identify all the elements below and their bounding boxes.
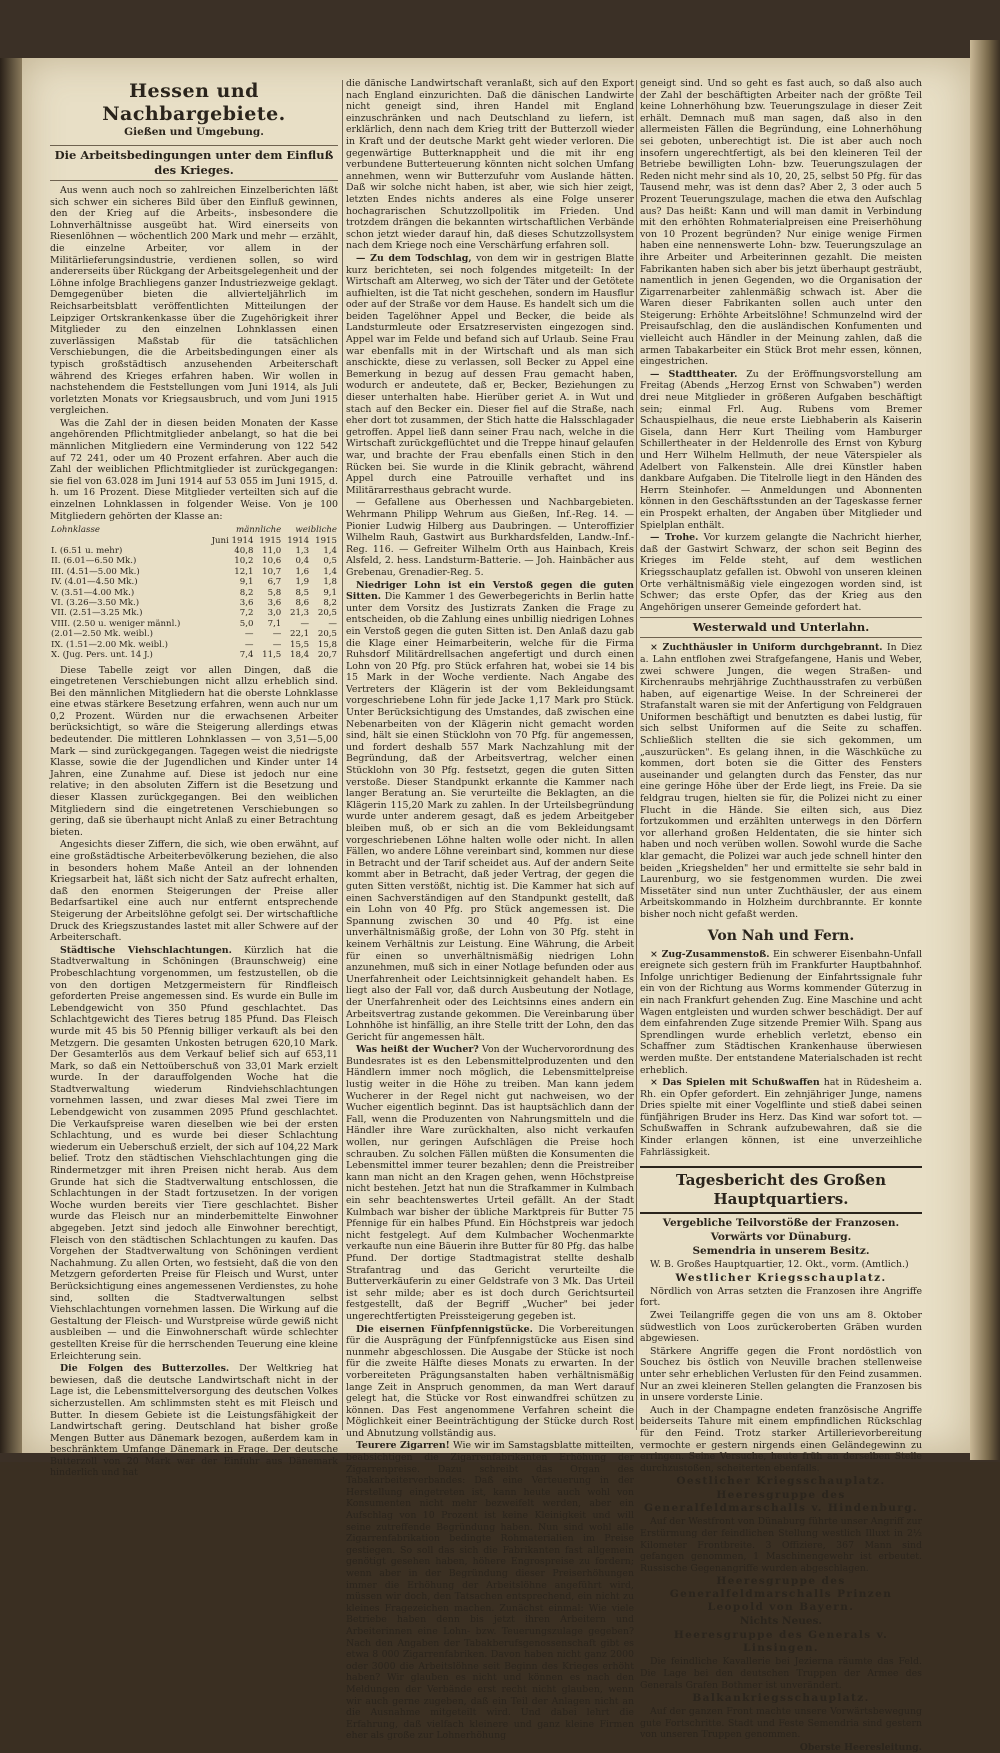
paragraph-lead: — Trohe. xyxy=(650,532,699,544)
paragraph-text: Der Weltkrieg hat bewiesen, daß die deutsche Landwirtschaft nicht in der Lage ist, die Lebensmittelversorgung des deutschen Volkes sicherzustellen. Am schlimmsten steht es mit Fleisch und Butter. In diesem Gebiete ist die Leistungsfähigkeit der Landwirtschaft gering. Deutschland hat bisher große Mengen Butter aus Dänemark bezogen, außerdem kam in beschränktem Umfange Dänemark in Frage. Der deutsche Butterzoll von 20 Mark war der Einfuhr aus Dänemark hinderlich und hat xyxy=(50,1363,339,1479)
report-dateline: W. B. Großes Hauptquartier, 12. Okt., vorm. (Amtlich.) xyxy=(650,1259,909,1271)
table-header-row xyxy=(50,525,338,535)
paragraph-lead: Städtische Viehschlachtungen. xyxy=(60,944,232,956)
table-cell: 1,6 xyxy=(295,566,310,577)
theater-heading: Oestlicher Kriegsschauplatz. xyxy=(676,1475,886,1488)
article-paragraph xyxy=(346,1440,634,1741)
army-group-heading: Heeresgruppe des Generals v. Linsingen. xyxy=(673,1629,889,1655)
table-cell: IV. (4.01—4.50 Mk.) xyxy=(51,577,138,588)
table-cell: X. (Jug. Pers. unt. 14 J.) xyxy=(51,650,153,661)
article-paragraph xyxy=(50,1363,338,1479)
table-cell: 20,5 xyxy=(317,608,337,619)
article-paragraph xyxy=(640,532,922,613)
table-cell: 9,1 xyxy=(239,577,254,588)
table-cell: VIII. (2.50 u. weniger männl.) xyxy=(51,618,181,629)
paragraph-lead: — Stadttheater. xyxy=(650,368,738,380)
paragraph-text: Die Kammer 1 des Gewerbegerichts in Berlin hatte unter dem Vorsitz des Justizrats Zanken die Frage zu entscheiden, ob die Zahlung eines unbillig niedrigen Lohnes ein Verstoß gegen die guten Sitten ist. Den Anlaß dazu gab die Klage einer Heimarbeiterin, welche für die Firma Ruhsdorf Militärdrellsachen angefertigt und durch einen Lohn von 20 Pfg. pro Stück erfahren hat, wobei sie 14 bis 15 Mark in der Woche verdiente. Nach Angabe des Vertreters der Klägerin ist der vom Bekleidungsamt vorgeschriebene Lohn für jede Jacke 1,17 Mark pro Stück. Unter Berücksichtigung des Umstandes, daß zwischen eine Nebenarbeiten von der Klägerin nicht gemacht worden sind, hält sie einen Stücklohn von 70 Pfg. für angemessen, und fordert deshalb 557 Mark Nachzahlung mit der Begründung, daß der Arbeitsvertrag, welcher einen Stücklohn von 30 Pfg. festsetzt, gegen die guten Sitten verstoße. Dieser Standpunkt erkannte die Kammer nach langer Beratung an. Sie verurteilte die Beklagten, an die Klägerin 115,20 Mark zu zahlen. In der Urteilsbegründung wurde unter anderem gesagt, daß es jedem Arbeitgeber bleiben muß, ob er sich an die vom Bekleidungsamt vorgeschriebenen Löhne halten wolle oder nicht. In allen Fällen, wo andere Löhne vereinbart sind, kommen nur diese in Betracht und der Tarif scheidet aus. Auf der andern Seite kommt aber in Betracht, daß jeder Vertrag, der gegen die guten Sitten verstößt, nichtig ist. Die Kammer hat sich auf einen Sachverständigen auf den Standpunkt gestellt, daß ein Lohn von 40 Pfg. pro Stück angemessen ist. Die Spannung zwischen 30 und 40 Pfg. ist eine unverhältnismäßig große, der Lohn von 30 Pfg. steht in keinem Verhältnis zur Leistung. Eine Währung, die Arbeit für einen so unverhältnismäßig niedrigen Lohn anzunehmen, muß sich in einer Notlage befunden oder aus Unerfahrenheit oder Leichtsinnigkeit gehandelt haben. Es liegt also der Fall vor, daß durch Ausbeutung der Notlage, der Unerfahrenheit oder des Leichtsinns eines andern ein Arbeitsvertrag zustande gekommen. Die Vereinbarung über Lohnhöhe ist hinfällig, an ihre Stelle tritt der Lohn, den das Gericht für angemessen hält. xyxy=(346,591,635,1043)
table-cell: 10,7 xyxy=(262,566,282,577)
table-cell: 8,5 xyxy=(295,587,310,598)
column-1 xyxy=(50,78,339,1479)
table-body xyxy=(50,546,338,660)
table-row xyxy=(50,546,338,556)
table-cell: 1,4 xyxy=(323,546,337,557)
section-subtitle: Gießen und Umgebung. xyxy=(124,126,264,138)
paragraph-lead: — Zu dem Todschlag, xyxy=(356,252,472,264)
section-heading: Westerwald und Unterlahn. xyxy=(640,617,922,638)
paragraph-text: Zu der Eröffnungsvorstellung am Freitag (Abends „Herzog Ernst von Schwaben") werden drei neue Mitglieder in größeren Aufgaben beschäftigt sein; einmal Frl. Aug. Rubens vom Bremer Schauspielhaus, die neue erste Liebhaberin als Kaiserin Gisela, dann Herr Kurt Theiling vom Hamburger Schillertheater in der Heldenrolle des Ernst von Kyburg und Herr Wilhelm Hellmuth, der neue Väterspieler als Adelbert von Falkenstein. Alle drei Künstler haben dankbare Aufgaben. Die Titelrolle liegt in den Händen des Herrn Steinhofer. — Anmeldungen und Abonnenten können in den Geschäftsstunden an der Tageskasse ferner ein Prospekt erhalten, der Angaben über Mitglieder und Spielplan enthält. xyxy=(640,368,922,531)
table-cell: 15,8 xyxy=(317,639,337,650)
report-paragraph: Nördlich von Arras setzten die Franzosen ihre Angriffe fort. xyxy=(640,1285,922,1309)
article-paragraph: — Gefallene aus Oberhessen und Nachbargebieten. Wehrmann Philipp Wehrum aus Gießen, Inf.-Reg. 14. — Pionier Ludwig Hilberg aus Daubringen. — Unteroffizier Wilhelm Rauh, Gastwirt aus Burkhardsfelden, Landw.-Inf.-Reg. 116. — Gefreiter Wilhelm Orth aus Hainbach, Kreis Alsfeld, 2. hess. Landsturm-Batterie. — Joh. Hainbächer aus Grebenau, Grenadier-Reg. 5. xyxy=(346,497,634,578)
table-row xyxy=(50,567,338,577)
report-paragraph: Auf der ganzen Front machte unsere Vorwärtsbewegung gute Fortschritte. Stadt und Feste Semendria sind gestern von unseren Truppen genommen. xyxy=(640,1706,922,1741)
table-cell: — xyxy=(272,629,282,640)
table-cell: 1,4 xyxy=(323,566,337,577)
paragraph-text: hat in Rüdesheim a. Rh. ein Opfer gefordert. Ein zehnjähriger Junge, namens Dries spielte mit einer Vogelflinte und stieß dabei seinen fünfjährigen Bruder ins Herz. Das Kind war sofort tot. — Schußwaffen in Schrank aufzubewahren, daß sie die Kinder erlangen können, ist eine unverzeihliche Fahrlässigkeit. xyxy=(640,1077,922,1158)
table-cell: 40,8 xyxy=(234,546,254,557)
table-cell: 5,0 xyxy=(239,618,254,629)
paragraph-lead: × Zuchthäusler in Uniform durchgebrannt. xyxy=(650,642,883,654)
table-cell: 20,7 xyxy=(317,650,337,661)
article-paragraph xyxy=(346,580,634,1044)
table-row xyxy=(50,629,338,639)
table-cell: V. (3.51—4.00 Mk.) xyxy=(51,587,135,598)
book-binding-edge xyxy=(0,58,22,1453)
table-cell: 3,0 xyxy=(267,608,282,619)
paragraph-text: Wie wir im Samstagsblatte mitteilten, beabsichtigen die Zigarrenfabrikanten Erhöhung der Zigarrenpreise. Dazu schreibt das Organ des Tabakarbeiterverbandes: Daß eine Verteuerung in der Herstellung eingetreten ist, kann heute auch wohl von Konsumenten nicht mehr bezweifelt werden, aber ein Aufschlag von 10 Prozent ist keine Kleinigkeit und will seine zutreffende Begründung haben. Nun sind wohl alle Zigarrenfabrikation bedingte Rohmaterialien im Preise gestiegen. So soll das sich die Fabrikanten fast allgemein genötigt gesehen haben, höhere Engrospreise zu fordern; wenn aber in der Begründung dieser Preiserhöhungen immer die Erhöhung der Arbeitslöhne angeführt wird, müssen wir doch, den Tatsachen entsprechend, ein nicht zu kleines Fragezeichen machen. Zunächst einmal: Wie viele Betriebe haben denn bis jetzt ihren Arbeitern und Arbeiterinnen eine Lohn- bzw. Teuerungszulage gegeben? Nach den Angaben der Tabakberufsgenossenschaft gibt es etwa 8 000 Zigarrenfabriken. Davon haben nicht ganz 2000 oder 3000 die Arbeitslöhne seit Beginn des Krieges erhöht haben? Wir glauben es nicht und können es nach den Meldungen der Verbände erst recht nicht glauben, wenn wir auch gerne zugeben, daß ein Teil der Anlagen nicht an die Ausnahme mitgeteilt wird. Und dabei lehrt die Erfahrung, daß vielfach kleinere und ganz kleine Firmen eher als große zur Lohnerhöhung xyxy=(346,1440,635,1742)
report-paragraph: Auf der Westfront von Dünaburg führte unser Angriff zur Erstürmung der feindlichen Stellung westlich Illuxt in 2½ Kilometer Frontbreite. 3 Offiziere, 367 Mann sind gefangen genommen, 1 Maschinengewehr ist erbeutet. Russische Gegenangriffe wurden abgeschlagen. xyxy=(640,1516,922,1574)
theater-heading: Balkankriegsschauplatz. xyxy=(692,1692,870,1705)
table-cell: IX. (1.51—2.00 Mk. weibl.) xyxy=(51,639,168,650)
paragraph-text: Von der Wuchervorordnung des Bundesrates ist es den Lebensmittelproduzenten und den Händlern immer noch möglich, die Lebensmittelpreise lustig weiter in die Höhe zu treiben. Man kann jedem Wucherer in der Regel nicht gut nachweisen, wo der Wucher eigentlich beginnt. Das ist hauptsächlich dann der Fall, wenn die Produzenten von Nahrungsmitteln und die Händler ihre Ware zurückhalten, also nicht verkaufen wollen, nur geringen Aufschlägen die Preise hoch schrauben. Zu solchen Fällen müßten die Konsumenten die Lebensmittel immer teurer bezahlen; denn die Preistreiber kann man nicht an den Kragen gehen, wenn Höchstpreise nicht bestehen. Jetzt hat nun die Strafkammer in Kulmbach ein sehr beachtenswertes Urteil gefällt. An der Stadt Kulmbach war bisher der übliche Marktpreis für Butter 75 Pfennige für ein halbes Pfund. Ein Höchstpreis war jedoch nicht festgelegt. Auf dem Kulmbacher Wochenmarkte verkaufte nun eine Bäuerin ihre Butter für 80 Pfg. das halbe Pfund. Der dortige Stadtmagistrat stellte deshalb Strafantrag und das Gericht verurteilte die Butterverkäuferin zu einer Geldstrafe von 3 Mk. Das Urteil ist sehr milde; aber es ist doch durch Gerichtsurteil festgestellt, daß der Begriff „Wucher" bei jeder ungerechtfertigten Preissteigerung gegeben ist. xyxy=(346,1044,635,1322)
paragraph-lead: Die Folgen des Butterzolles. xyxy=(60,1363,230,1375)
section-title: Hessen und Nachbargebiete. xyxy=(102,80,286,125)
article-paragraph xyxy=(640,369,922,531)
table-cell: 10,6 xyxy=(262,556,282,567)
column-3 xyxy=(640,78,923,1753)
column-rule xyxy=(342,80,343,1430)
table-cell: 9,1 xyxy=(323,587,337,598)
table-cell: 11,5 xyxy=(262,650,282,661)
table-cell: VII. (2.51—3.25 Mk.) xyxy=(51,608,143,619)
table-cell: — xyxy=(272,639,282,650)
report-paragraph: Stärkere Angriffe gegen die Front nordöstlich von Souchez bis östlich von Neuville brachen stellenweise unter sehr erheblichen Verlusten für den Feind zusammen. Nur an zwei kleineren Stellen gelangten die Franzosen bis in unsere vorderste Linie. xyxy=(640,1345,922,1404)
report-paragraph: Zwei Teilangriffe gegen die von uns am 8. Oktober südwestlich von Loos zurückeroberten Gräben wurden abgewiesen. xyxy=(640,1310,922,1345)
paragraph-lead: Teurere Zigarren! xyxy=(356,1440,450,1452)
table-cell: 20,5 xyxy=(317,629,337,640)
article-paragraph xyxy=(346,1324,634,1440)
report-paragraph: Die feindliche Kavallerie bei Jezierna räumte das Feld. Die Lage bei den deutschen Truppen der Armee des Generals Grafen Bothmer ist unverändert. xyxy=(640,1656,922,1691)
paragraph-lead: × Zug-Zusammenstoß. xyxy=(650,948,770,960)
table-cell: 7,1 xyxy=(267,618,282,629)
table-header: 1915 xyxy=(315,535,337,546)
table-cell: VI. (3.26—3.50 Mk.) xyxy=(51,598,140,609)
report-paragraph: Auch in der Champagne endeten französische Angriffe beiderseits Tahure mit einem empfindlichen Rückschlag für den Feind. Trotz starker Artillerievorbereitung vermochte er gestern nirgends einen Geländegewinn zu erringen. Seine Versuche, heute früh an derselben Stelle durchzustoßen, scheiterten ebenfalls. xyxy=(640,1404,922,1474)
table-cell: 1,8 xyxy=(323,577,337,588)
article-paragraph: Diese Tabelle zeigt vor allen Dingen, daß die eingetretenen Verschiebungen nicht allzu erheblich sind. Bei den männlichen Mitgliedern hat die oberste Lohnklasse eine etwas stärkere Besetzung erfahren, wenn auch nur um 0,2 Prozent. Würden nur die erwachsenen Arbeiter berücksichtigt, so wäre die Steigerung allerdings etwas bedeutender. Die mittleren Lohnklassen — von 3,51—5,00 Mark — sind zurückgegangen. Tagegen weist die niedrigste Klasse, sowie die der Jugendlichen und Kinder unter 14 Jahren, eine Zunahme auf. Diese ist jedoch nur eine relative; in den absoluten Ziffern ist die Besetzung und dieser Klassen zurückgegangen. Bei den weiblichen Mitgliedern sind die eingetretenen Verschiebungen so gering, daß sie überhaupt nicht Anlaß zu einer Betrachtung bieten. xyxy=(50,664,338,838)
article-paragraph xyxy=(640,1077,922,1158)
table-row xyxy=(50,598,338,608)
table-cell: 1,9 xyxy=(295,577,310,588)
table-row xyxy=(50,640,338,650)
article-paragraph xyxy=(346,1044,634,1322)
table-cell: — xyxy=(244,629,254,640)
war-report-title: Tagesbericht des Großen Hauptquartiers. xyxy=(640,1166,922,1214)
table-row xyxy=(50,556,338,566)
table-cell xyxy=(50,536,203,546)
article-paragraph xyxy=(346,253,634,496)
report-headline: Vergebliche Teilvorstöße der Franzosen. xyxy=(662,1217,900,1230)
table-row xyxy=(50,608,338,618)
article-paragraph xyxy=(640,949,922,1077)
table-header: Juni 1914 xyxy=(211,535,254,546)
table-cell: 10,2 xyxy=(234,556,254,567)
theater-heading: Westlicher Kriegsschauplatz. xyxy=(675,1271,887,1284)
table-cell: 5,8 xyxy=(267,587,282,598)
table-header: 1915 xyxy=(259,535,282,546)
page-stack-edge xyxy=(970,40,1000,1460)
table-cell: 15,5 xyxy=(289,639,310,650)
report-headline: Vorwärts vor Dünaburg. xyxy=(710,1231,852,1244)
table-cell: 8,2 xyxy=(323,598,337,609)
table-cell: 0,5 xyxy=(323,556,337,567)
paragraph-lead: Was heißt der Wucher? xyxy=(356,1044,479,1056)
table-cell: 7,2 xyxy=(239,608,254,619)
table-cell: 21,3 xyxy=(289,608,310,619)
paragraph-lead: Die eisernen Fünfpfennigstücke. xyxy=(356,1323,533,1335)
paragraph-text: Kürzlich hat die Stadtverwaltung in Schöningen (Braunschweig) eine Probeschlachtung vorgenommen, um festzustellen, ob die von den dortigen Metzgermeistern für Rindfleisch geforderten Preise angemessen sind. Es wurde ein Bulle im Lebendgewicht von 350 Pfund geschlachtet. Das Schlachtgewicht des Tieres betrug 185 Pfund. Das Fleisch wurde mit 45 bis 50 Pfennig billiger verkauft als bei den Metzgern. Die gesamten Unkosten betrugen 620,10 Mark. Der Gesamterlös aus dem Verkauf belief sich auf 653,11 Mark, so daß ein Nettoüberschuß von 33,01 Mark erzielt wurde. In der darauffolgenden Woche hat die Stadtverwaltung wiederum Rindviehschlachtungen vornehmen lassen, und zwar dieses Mal zwei Tiere im Lebendgewicht von zusammen 2095 Pfund geschlachtet. Die Verkaufspreise waren dieselben wie bei der ersten Schlachtung, und es wurde bei dieser Schlachtung wiederum ein Ueberschuß erzielt, der sich auf 104,22 Mark belief. Trotz den städtischen Viehschlachtungen ging die Rindermetzger mit ihren Preisen nicht herab. Aus dem Grunde hat sich die Stadtverwaltung entschlossen, die Schlachtungen in der Stadt fortzusetzen. In der vorigen Woche wurden bereits vier Tiere geschlachtet. Bisher wurde das Fleisch nur an minderbemittelte Einwohner abgegeben. Jetzt sind jedoch alle Einwohner berechtigt, Fleisch von den städtischen Schlachtungen zu kaufen. Das Vorgehen der Stadtverwaltung von Schöningen verdient Nachahmung. Zu allen Orten, wo festsieht, daß die von den Metzgern geforderten Preise für Fleisch und Wurst, unter Berücksichtigung eines angemessenen Verdienstes, zu hohe sind, sollten die Stadtverwaltungen selbst Viehschlachtungen vornehmen lassen. Die Wirkung auf die Gestaltung der Fleisch- und Wurstpreise würde gewiß nicht ausbleiben — und die Einwohnerschaft würde schlechter gestellten Kreise für die herrschenden Teuerung eine kleine Erleichterung sein. xyxy=(50,944,338,1362)
table-cell: 6,7 xyxy=(267,577,282,588)
table-row xyxy=(50,650,338,660)
report-signature: Oberste Heeresleitung. xyxy=(799,1741,922,1753)
table-cell: II. (6.01—6.50 Mk.) xyxy=(51,556,137,567)
wage-class-table xyxy=(50,525,338,660)
table-cell: 1,3 xyxy=(295,546,310,557)
paragraph-text: In Diez a. Lahn entflohen zwei Strafgefangene, Hanis und Weber, zwei schwere Jungen, die wegen Straßen- und Kirchenraubs mehrjährige Zuchthausstrafen zu verbüßen haben, auf eigenartige Weise. In der Schreinerei der Strafanstalt waren sie mit der Anfertigung von Feldgrauen Uniformen beschäftigt und benutzten es dabei lustig, für sich selbst Uniformen auf die Seite zu schaffen. Schließlich stellten die sie sich gekommen, um „auszurücken". Es gelang ihnen, in die Wäschküche zu kommen, dort boten sie die Gitter des Fensters auseinander und gelangten durch das Fenster, das nur eine geringe Höhe über der Erde liegt, ins Freie. Da sie feldgrau trugen, hielten sie für, die Polizei nicht zu einer Flucht in die Hände. Sie eilten sich, aus Diez fortzukommen und erzählten unterwegs in den Dörfern vor allerhand großen Heldentaten, die sie hinter sich haben und noch verüben wollen. Sowohl wurde die Sache klar gemacht, die Polizei war auch jede schnell hinter den beiden „Kriegshelden" her und ermittelte sie sehr bald in Laurenburg, wo sie festgenommen wurden. Die zwei Missetäter sind nun unter Zuchthäusler, der aus einem Arbeitskommando in Holzheim durchbrannte. Er konnte bisher noch nicht gefaßt werden. xyxy=(640,642,922,920)
table-cell: I. (6.51 u. mehr) xyxy=(51,546,123,557)
table-cell: — xyxy=(300,618,310,629)
article-paragraph: Was die Zahl der in diesen beiden Monaten der Kasse angehörenden Pflichtmitglieder anbelangt, so hat die bei männlichen Mitgliedern eine Verminderung von 122 542 auf 72 241, oder um 40 Prozent erfahren. Aber auch die Zahl der weiblichen Pflichtmitglieder ist zurückgegangen: sie fiel von 63.028 im Juni 1914 auf 53 055 im Juni 1915, d. h. um 16 Prozent. Diese Mitglieder verteilten sich auf die einzelnen Lohnklassen in folgender Weise. Von je 100 Mitgliedern gehörten der Klasse an: xyxy=(50,417,338,522)
column-2 xyxy=(346,78,635,1742)
table-header: 1914 xyxy=(287,535,310,546)
table-row xyxy=(50,619,338,629)
table-row xyxy=(50,577,338,587)
section-heading: Von Nah und Fern. xyxy=(707,927,855,944)
table-cell: 12,1 xyxy=(234,566,254,577)
table-cell: 0,4 xyxy=(295,556,310,567)
paragraph-text: Die Vorbereitungen für die Ausprägung der Fünfpfennigstücke aus Eisen sind nunmehr abgeschlossen. Die Ausgabe der Stücke ist noch für die zweite Hälfte dieses Monats zu erwarten. In der vorbereiteten Prägungsanstalten haben verhältnismäßig lange Zeit in Anspruch genommen, da man Wert darauf gelegt hat, die Stücke vor Rost einwandfrei schützen zu können. Das Fest angenommene Verfahren scheint die Möglichkeit einer Beeinträchtigung der Stücke durch Rost und Abnutzung vollständig aus. xyxy=(346,1323,634,1439)
report-paragraph: Nichts Neues. xyxy=(739,1615,823,1628)
paragraph-text: Ein schwerer Eisenbahn-Unfall ereignete sich gestern früh im Frankfurter Hauptbahnhof. Infolge unrichtiger Bedienung der Einfahrtssignale fuhr ein von der Richtung aus Worms kommender Güterzug in ein nach Frankfurt gehenden Zug. Eine Maschine und acht Wagen entgleisten und wurden schwer beschädigt. Der auf dem einfahrenden Zuge sitzende Premier Wilh. Spang aus Sprendlingen wurde erheblich verletzt, ebenso ein Schaffner zum Städtischen Krankenhause überwiesen werden mußte. Der entstandene Materialschaden ist recht erheblich. xyxy=(640,948,922,1076)
article-paragraph: Aus wenn auch noch so zahlreichen Einzelberichten läßt sich schwer ein sicheres Bild über den Einfluß gewinnen, den der Krieg auf die Arbeits-, insbesondere die Lohnverhältnisse ausgeübt hat. Wird einerseits von Riesenlöhnen — wöchentlich 200 Mark und mehr — erzählt, die einzelne Arbeiter, vor allem in der Militärlieferungsindustrie, verdienen sollen, so wird andererseits über Rückgang der Arbeitsgelegenheit und der Löhne infolge Brachliegens ganzer Industriezweige geklagt. Demgegenüber bieten die allvierteljährlich im Reichsarbeitsblatt veröffentlichten Mitteilungen der Leipziger Ortskrankenkasse über die Zugehörigkeit ihrer Mitglieder zu den einzelnen Lohnklassen einen zuverlässigen Maßstab für die tatsächlichen Verschiebungen, die die Arbeitsbedingungen einer als typisch großstädtisch anzusehenden Arbeiterschaft während des Krieges erfahren haben. Wir wollen in nachstehendem die Feststellungen vom Juni 1914, als Juli vorletzten Monats vor Kriegsausbruch, und vom Juni 1915 vergleichen. xyxy=(50,185,338,417)
paragraph-text: Vor kurzem gelangte die Nachricht hierher, daß der Gastwirt Schwarz, der schon seit Beginn des Krieges im Felde steht, auf dem westlichen Kriegsschauplatz gefallen ist. Obwohl von unseren kleinen Orte verhältnismäßig viele eingezogen worden sind, ist Schwer; das erste Opfer, das der Krieg aus den Angehörigen unserer Gemeinde gefordert hat. xyxy=(640,532,923,613)
army-group-heading: Heeresgruppe des Generalfeldmarschalls v. Hindenburg. xyxy=(643,1489,918,1515)
article-paragraph: die dänische Landwirtschaft veranlaßt, sich auf den Export nach England einzurichten. Daß die dänischen Landwirte nicht geneigt sind, ihren Handel mit England einzuschränken und nach Deutschland zu liefern, ist erklärlich, denn nach dem Krieg tritt der Butterzoll wieder in Kraft und der deutsche Markt geht wieder verloren. Die gegenwärtige Butterknappheit und die mit ihr eng verbundene Butterteuerung könnten nicht solchen Umfang annehmen, wenn wir Butterzufuhr vom Auslande hätten. Daß wir solche nicht haben, ist aber, wie sich hier zeigt, letzten Endes nichts anderes als eine Folge unserer hochagrarischen Schutzzollpolitik im Frieden. Und trotzdem drängen die bekannten wirtschaftlichen Verbände schon jetzt wieder darauf hin, daß dieses Schutzzollsystem nach dem Kriege noch eine Verschärfung erfahren soll. xyxy=(346,78,634,252)
article-paragraph xyxy=(640,642,922,920)
table-cell: (2.01—2.50 Mk. weibl.) xyxy=(51,629,153,640)
table-header: weibliche xyxy=(295,525,337,536)
table-cell: III. (4.51—5.00 Mk.) xyxy=(51,566,140,577)
article-paragraph: geneigt sind. Und so geht es fast auch, so daß also auch der Zahl der beschäftigten Arbeiter nach der größte Teil keine Lohnerhöhung bzw. Teuerungszulage in dieser Zeit erhält. Demnach muß man sagen, daß also in den allermeisten Fällen die Begründung, eine Lohnerhöhung sei geboten, unberechtigt ist. Die ist aber auch noch insofern ungerechtfertigt, als bei den kleineren Teil der Betriebe bewilligten Lohn- bzw. Teuerungszulagen der Reden nicht mehr sind als 10, 20, 25, selbst 50 Pfg. für das Tausend mehr, was ist denn das? Aber 2, 3 oder auch 5 Prozent Teuerungszulage, machen die etwa den Aufschlag aus? Das heißt: Kann und will man damit in Verbindung mit den erhöhten Rohmaterialpreisen eine Preiserhöhung von 10 Prozent begründen? Nur einige wenige Firmen haben eine nennenswerte Lohn- bzw. Teuerungszulage an ihre Arbeiter und Arbeiterinnen gezahlt. Die meisten Fabrikanten haben sich aber bis jetzt überhaupt gesträubt, namentlich in jenen Gegenden, wo die Organisation der Zigarrenarbeiter zahlenmäßig schwach ist. Aber die Waren dieser Fabrikanten sollen auch unter den Steigerung: Erhöhte Arbeitslöhne! Schmunzelnd wird der Preisaufschlag, den die ausländischen Konfumenten und vielleicht auch Händler in der Meinung zahlen, daß die armen Tabakarbeiter ein Stück Brot mehr essen, können, eingestrichen. xyxy=(640,78,922,368)
army-group-heading: Heeresgruppe des Generalfeldmarschalls Prinzen Leopold von Bayern. xyxy=(669,1575,893,1614)
table-row xyxy=(50,588,338,598)
paragraph-lead: × Das Spielen mit Schußwaffen xyxy=(650,1077,820,1089)
table-cell: 3,6 xyxy=(239,598,254,609)
table-cell: 3,6 xyxy=(267,598,282,609)
article-headline: Die Arbeitsbedingungen unter dem Einfluß des Krieges. xyxy=(50,145,338,181)
table-cell: — xyxy=(328,618,337,629)
report-headline: Semendria in unserem Besitz. xyxy=(692,1245,870,1258)
table-header-row xyxy=(50,536,338,546)
table-cell: 11,0 xyxy=(262,546,282,557)
table-cell: 7,4 xyxy=(239,650,254,661)
paragraph-lead: Niedriger Lohn ist ein Verstoß gegen die guten Sitten. xyxy=(346,579,634,603)
table-cell: 22,1 xyxy=(289,629,310,640)
table-header: Lohnklasse xyxy=(51,525,100,536)
table-cell: 8,6 xyxy=(295,598,310,609)
paragraph-text: von dem wir in gestrigen Blatte kurz berichteten, sei noch folgendes mitgeteilt: In der Wirtschaft am Alterweg, wo sich der Täter und der Getötete aufhielten, ist die Tat nicht geschehen, sondern im Hausflur oder auf der Straße vor dem Hause. Es handelt sich um die beiden Tagelöhner Appel und Becker, die beide als Landsturmleute oder Ersatzreservisten eingezogen sind. Appel war im Felde und befand sich auf Urlaub. Seine Frau war ebenfalls mit in der Wirtschaft und als man sich anschickte, diese zu verlassen, soll Becker zu Appel eine Bemerkung in bezug auf dessen Frau gemacht haben, wodurch er andeutete, daß er, Becker, Beziehungen zu dieser unterhalten habe. Hierüber geriet A. in Wut und stach auf den Becker ein. Dieser fiel auf die Straße, nach eher dort tot zusammen, der Stich hatte die Halsschlagader getroffen. Appel ließ dann seiner Frau nach, welche in die Wirtschaft zurückgeflüchtet und die Treppe hinauf gelaufen war, und brachte der Frau ebenfalls einen Stich in den Rücken bei. Sie wurde in die Klinik gebracht, während Appel durch eine Patrouille verhaftet und ins Militärarresthaus gebracht wurde. xyxy=(346,252,635,496)
column-rule xyxy=(636,80,637,1430)
table-header: männliche xyxy=(236,525,282,536)
article-paragraph xyxy=(50,945,338,1362)
table-cell: 8,2 xyxy=(239,587,254,598)
article-paragraph: Angesichts dieser Ziffern, die sich, wie oben erwähnt, auf eine großstädtische Arbeiterbevölkerung beziehen, die also in besonders hohem Maße Anteil an der lohnenden Kriegsarbeit hat, läßt sich nicht der Satz aufrecht erhalten, daß den enormen Steigerungen der Preise aller Bedarfsartikel eine auch nur entfernt entsprechende Steigerung der Arbeitslöhne gefolgt sei. Der wirtschaftliche Druck des Kriegszustandes lastet mit aller Schwere auf der Arbeiterschaft. xyxy=(50,839,338,944)
table-cell: — xyxy=(244,639,254,650)
table-cell: 18,4 xyxy=(289,650,310,661)
